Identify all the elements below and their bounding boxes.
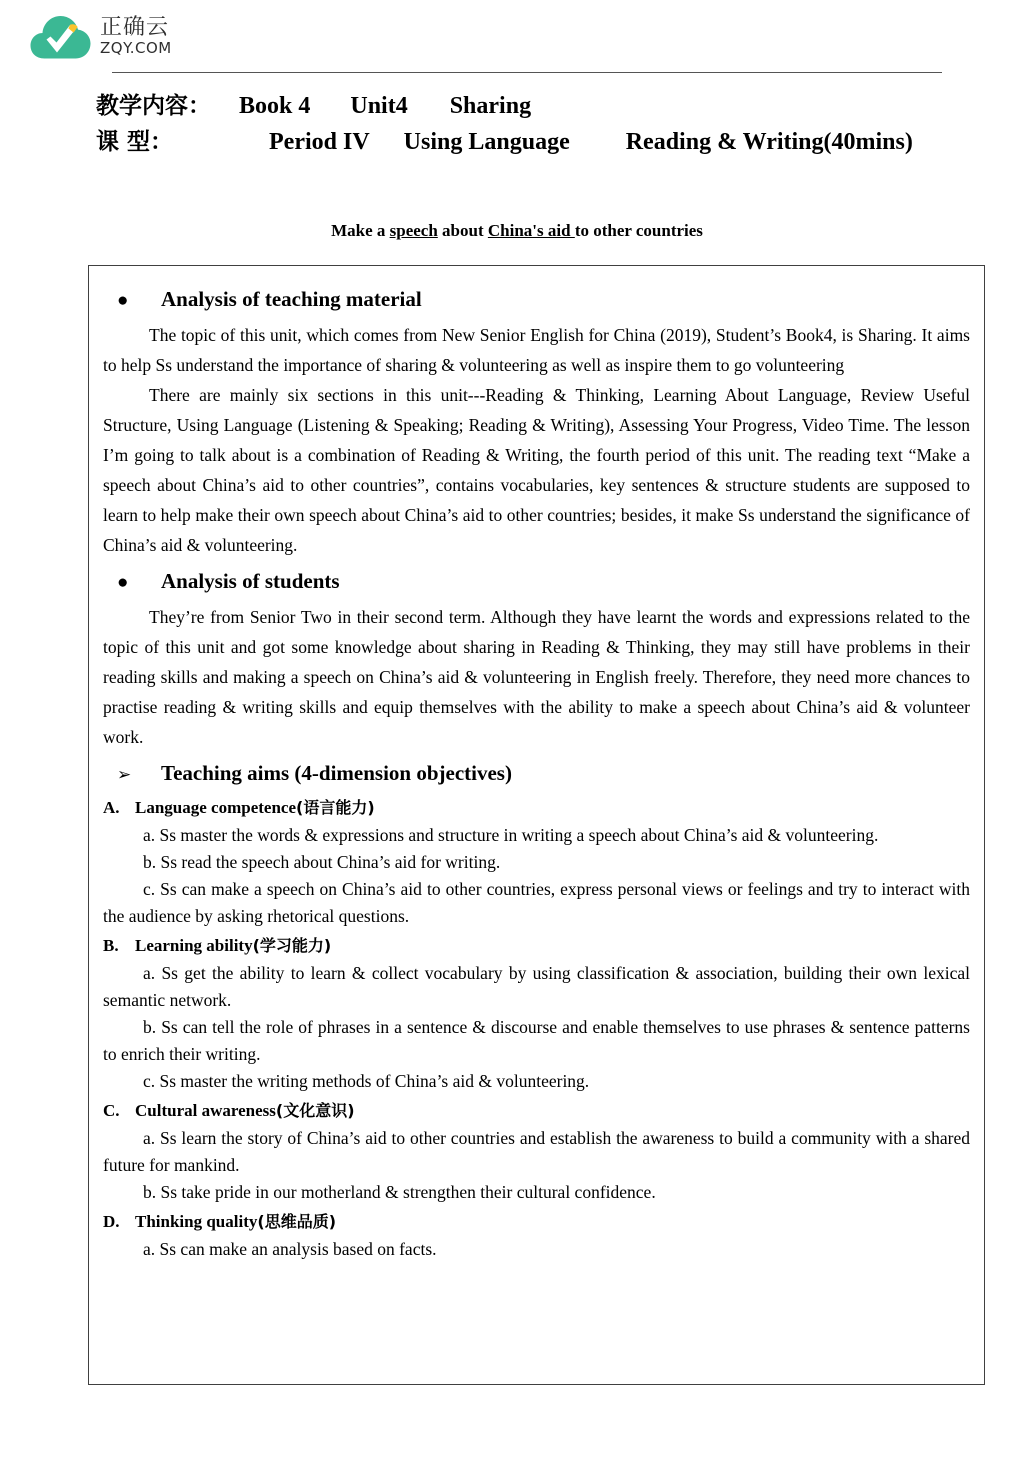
subtitle-part-2: about bbox=[437, 221, 488, 240]
title-skills: Reading & Writing bbox=[625, 129, 824, 155]
document-title-block bbox=[96, 88, 956, 160]
subtitle-part-3: to other countries bbox=[574, 221, 703, 240]
title-line-type bbox=[96, 124, 956, 160]
aim-item: a. Ss get the ability to learn & collect vocabulary by using classification & association, building their own lexical semantic network. bbox=[103, 963, 970, 1010]
cloud-check-icon bbox=[30, 12, 92, 64]
title-label-type: 课 型： bbox=[96, 129, 174, 155]
aim-item: a. Ss learn the story of China’s aid to other countries and establish the awareness to build a community with a shared future for mankind. bbox=[103, 1128, 970, 1175]
aim-category-heading bbox=[103, 1097, 970, 1125]
paragraph-material-2: There are mainly six sections in this unit---Reading & Thinking, Learning About Language, Review Useful Structure, Using Language (Listening & Speaking; Reading & Writing), Assessing Your Progress, Video Time. The lesson I’m going to talk about is a combination of Reading & Writing, the fourth period of this unit. The reading text “Make a speech about China’s aid to other countries”, contains vocabularies, key sentences & structure students are supposed to learn to help make their own speech about China’s aid to other countries; besides, it make Ss understand the significance of China’s aid & volunteering. bbox=[103, 385, 970, 555]
section-heading-students-label: Analysis of students bbox=[161, 569, 340, 593]
bullet-dot-icon: ● bbox=[117, 572, 129, 593]
title-period: Period IV bbox=[269, 129, 370, 155]
document-subtitle bbox=[0, 220, 1034, 242]
logo-name-en: ZQY.COM bbox=[100, 39, 172, 57]
aim-category-label-cn: (学习能力) bbox=[252, 936, 332, 955]
subtitle-underline-speech: speech bbox=[389, 221, 438, 240]
aim-item: a. Ss can make an analysis based on facts. bbox=[143, 1239, 437, 1259]
aim-category-label bbox=[135, 1208, 970, 1236]
aim-category-label-cn: (思维品质) bbox=[257, 1212, 337, 1231]
aim-category-label bbox=[135, 1097, 970, 1125]
aim-category-letter: A. bbox=[103, 798, 120, 817]
aim-item: a. Ss master the words & expressions and structure in writing a speech about China’s aid & volunteering. bbox=[143, 825, 879, 845]
paragraph-material-1: The topic of this unit, which comes from New Senior English for China (2019), Student’s Book4, is Sharing. It aims to help Ss understand the importance of sharing & volunteering as well as inspire them to go volunteering bbox=[103, 325, 970, 375]
aim-category-letter: C. bbox=[103, 1101, 120, 1120]
aim-category-label bbox=[135, 932, 970, 960]
title-unit: Unit4 bbox=[350, 93, 408, 119]
aim-item: b. Ss can tell the role of phrases in a sentence & discourse and enable themselves to use phrases & sentence patterns to enrich their writing. bbox=[103, 1017, 970, 1064]
aim-category-label-en: Thinking quality bbox=[135, 1212, 258, 1231]
aim-item: c. Ss can make a speech on China’s aid to other countries, express personal views or feelings and try to interact with the audience by asking rhetorical questions. bbox=[103, 879, 970, 926]
aim-category-label-en: Language competence bbox=[135, 798, 297, 817]
section-heading-students bbox=[103, 566, 970, 598]
aim-category-label-cn: (语言能力) bbox=[296, 798, 375, 817]
aim-category-label-cn: (文化意识) bbox=[275, 1101, 355, 1120]
aim-item: c. Ss master the writing methods of China’s aid & volunteering. bbox=[143, 1071, 590, 1091]
section-heading-aims-label: Teaching aims (4-dimension objectives) bbox=[161, 761, 512, 785]
bullet-dot-icon: ● bbox=[117, 290, 129, 311]
arrow-bullet-icon: ➢ bbox=[117, 765, 132, 784]
aim-category-label-en: Cultural awareness bbox=[135, 1101, 276, 1120]
section-heading-aims bbox=[103, 758, 970, 790]
section-heading-material bbox=[103, 284, 970, 316]
aim-item: b. Ss take pride in our motherland & strengthen their cultural confidence. bbox=[143, 1182, 656, 1202]
title-line-content bbox=[96, 88, 956, 124]
title-lesson: Sharing bbox=[449, 93, 532, 119]
title-book: Book 4 bbox=[239, 93, 311, 119]
aim-item: b. Ss read the speech about China’s aid for writing. bbox=[143, 852, 501, 872]
site-logo bbox=[30, 12, 172, 64]
aim-category-heading bbox=[103, 932, 970, 960]
title-duration: (40mins) bbox=[823, 129, 913, 155]
subtitle-underline-aid: China's aid bbox=[487, 221, 575, 240]
section-heading-material-label: Analysis of teaching material bbox=[161, 287, 422, 311]
title-label-content: 教学内容： bbox=[96, 93, 211, 119]
aim-category-label-en: Learning ability bbox=[135, 936, 253, 955]
aim-category-heading bbox=[103, 1208, 970, 1236]
title-section: Using Language bbox=[403, 129, 570, 155]
lesson-plan-box bbox=[88, 265, 985, 1385]
header-divider bbox=[112, 72, 942, 73]
paragraph-students-1: They’re from Senior Two in their second term. Although they have learnt the words and expressions related to the topic of this unit and got some knowledge about sharing in Reading & Thinking, they may still have problems in their reading skills and making a speech on China’s aid & volunteering in English freely. Therefore, they need more chances to practise reading & writing skills and equip themselves with the ability to make a speech about China’s aid & volunteer work. bbox=[103, 607, 970, 747]
site-header bbox=[0, 0, 1034, 78]
aim-category-label bbox=[135, 794, 970, 822]
logo-wordmark bbox=[100, 12, 172, 57]
logo-name-cn: 正确云 bbox=[100, 15, 170, 40]
aim-category-letter: B. bbox=[103, 936, 119, 955]
aim-category-heading bbox=[103, 794, 970, 822]
subtitle-part-1: Make a bbox=[331, 221, 390, 240]
aim-category-letter: D. bbox=[103, 1212, 120, 1231]
